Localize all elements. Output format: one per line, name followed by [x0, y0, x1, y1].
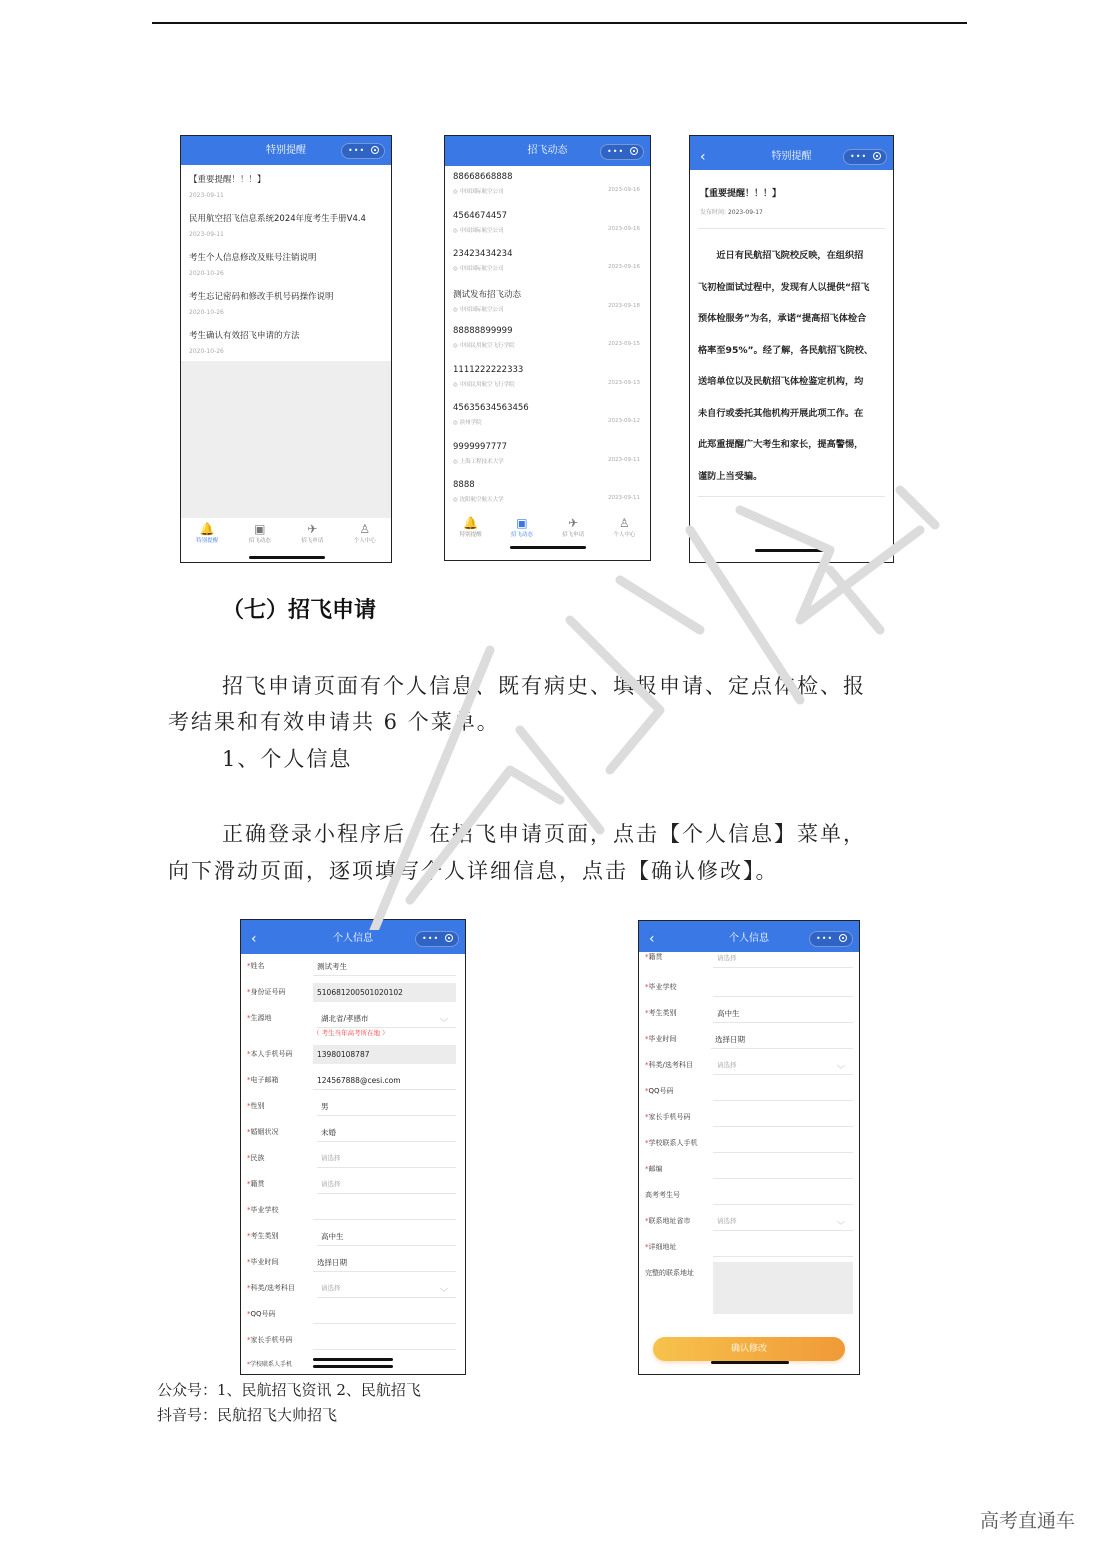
back-icon[interactable]: ‹ [251, 931, 257, 947]
field-label: *毕业时间 [645, 1035, 677, 1043]
marital-field[interactable]: 未婚 [317, 1123, 456, 1142]
tab-label: 特别提醒 [459, 532, 482, 538]
header-title: 特别提醒 [266, 145, 306, 156]
field-label: *详细地址 [645, 1243, 677, 1251]
news-item[interactable] [445, 205, 650, 244]
news-title: 4564674457 [453, 210, 508, 221]
article-title: 【重要提醒！！！】 [700, 189, 782, 199]
notice-item[interactable] [181, 245, 391, 284]
form-row [639, 975, 859, 1001]
news-date: 2023-09-11 [608, 456, 640, 463]
notice-title: 考生忘记密码和修改手机号码操作说明 [189, 292, 334, 302]
news-source: ◎ 滨州学院 [453, 420, 482, 426]
field-label: *婚姻状况 [247, 1128, 279, 1136]
full-address-textarea[interactable] [713, 1262, 853, 1314]
source-name: 中国民用航空飞行学院 [459, 381, 515, 388]
province-city-select[interactable]: 请选择 ﹀ [713, 1212, 853, 1231]
news-date: 2023-09-16 [608, 225, 640, 232]
source-name: 中国国际航空公司 [459, 306, 504, 313]
miniprogram-capsule[interactable] [600, 144, 644, 160]
home-indicator [313, 1365, 393, 1368]
tab-apply[interactable] [286, 518, 339, 556]
news-date: 2023-09-12 [608, 418, 640, 424]
form-row [639, 949, 859, 975]
app-header [639, 921, 859, 952]
field-label: *QQ号码 [247, 1310, 276, 1318]
qq-field[interactable] [713, 1082, 853, 1101]
field-label: *性别 [247, 1102, 265, 1110]
source-name: 中国民用航空飞行学院 [459, 343, 515, 349]
form-row [639, 1157, 859, 1183]
news-title: 9999997777 [453, 441, 508, 452]
field-label: *考生类别 [645, 1009, 677, 1017]
subject-select[interactable]: 请选择 ﹀ [317, 1279, 456, 1298]
form-row [241, 1328, 465, 1354]
news-source: ◎ 上海工程技术大学 [453, 458, 504, 465]
phone-screenshot-personal-info-bottom [638, 920, 860, 1375]
more-icon[interactable]: ••• [422, 934, 440, 943]
field-label: *学校联系人手机 [645, 1139, 698, 1147]
back-icon[interactable]: ‹ [649, 931, 655, 947]
paragraph-line: 正确登录小程序后，在招飞申请页面，点击【个人信息】菜单， [222, 822, 866, 846]
notice-item[interactable] [181, 284, 391, 323]
body-line: 谨防上当受骗。 [698, 470, 763, 482]
close-record-icon[interactable] [839, 934, 847, 942]
source-name: 中国国际航空公司 [459, 227, 504, 234]
form-row [241, 1042, 465, 1068]
notice-date: 2020-10-26 [189, 348, 224, 355]
body-line: 格率至95%”。经了解，各民航招飞院校、 [698, 344, 874, 356]
news-source: ◎ 中国国际航空公司 [453, 189, 504, 195]
form-row [639, 1079, 859, 1105]
form-row [639, 1027, 859, 1053]
section-heading: （七）招飞申请 [222, 597, 377, 623]
meta-date: 2023-09-17 [727, 209, 763, 216]
form-row [241, 1276, 465, 1302]
more-icon[interactable]: ••• [816, 934, 834, 943]
header-title: 个人信息 [333, 933, 373, 944]
form-row [241, 1120, 465, 1146]
news-source: ◎ 中国民用航空飞行学院 [453, 343, 515, 349]
paragraph-line: 1、个人信息 [222, 747, 353, 771]
form-row [241, 1302, 465, 1328]
phone-field: 13980108787 [313, 1045, 456, 1064]
form-row [639, 1053, 859, 1079]
field-label: *QQ号码 [645, 1087, 674, 1095]
field-label: *籍贯 [247, 1180, 265, 1188]
field-label: 高考考生号 [645, 1191, 680, 1199]
tab-news[interactable] [496, 512, 547, 550]
form-row [241, 1172, 465, 1198]
field-label: *本人手机号码 [247, 1050, 293, 1058]
miniprogram-capsule[interactable] [843, 149, 887, 165]
news-title: 1111222222333 [453, 364, 524, 375]
postcode-field[interactable] [713, 1160, 853, 1179]
notice-title: 考生确认有效招飞申请的方法 [189, 331, 300, 341]
form-row [241, 1068, 465, 1094]
confirm-button[interactable]: 确认修改 [653, 1337, 845, 1361]
news-source: ◎ 中国国际航空公司 [453, 306, 504, 313]
form-row [639, 1183, 859, 1209]
notice-title: 考生个人信息修改及账号注销说明 [189, 253, 317, 263]
chevron-down-icon: ﹀ [837, 1221, 845, 1230]
home-indicator [313, 1358, 393, 1361]
phone-screenshot-notices [180, 135, 392, 563]
news-item[interactable] [445, 359, 650, 398]
school-field[interactable] [713, 978, 853, 997]
news-title: 88888899999 [453, 326, 513, 336]
chevron-down-icon: ﹀ [837, 1065, 845, 1074]
form-row [639, 1001, 859, 1027]
news-source: ◎ 中国民用航空飞行学院 [453, 381, 515, 388]
paragraph-line: 向下滑动页面，逐项填写个人详细信息，点击【确认修改】。 [168, 859, 779, 883]
paragraph-line: 招飞申请页面有个人信息、既有病史、填报申请、定点体检、报 [222, 674, 866, 698]
news-date: 2023-09-11 [608, 495, 640, 501]
notice-date: 2020-10-26 [189, 270, 224, 277]
more-icon[interactable]: ••• [850, 152, 868, 161]
tab-news[interactable] [234, 518, 287, 556]
news-date: 2023-09-16 [608, 187, 640, 193]
user-icon: ♙ [359, 522, 371, 536]
field-label: *联系地址省市 [645, 1217, 691, 1225]
news-date: 2023-09-15 [608, 341, 640, 347]
native-place-select[interactable]: 请选择 [317, 1175, 456, 1194]
bell-icon: 🔔 [463, 516, 479, 530]
field-label: *邮编 [645, 1165, 663, 1173]
app-header [241, 920, 465, 954]
meta-label: 发布时间: [700, 209, 727, 216]
notice-item[interactable] [181, 323, 391, 362]
source-name: 中国国际航空公司 [459, 189, 504, 195]
tab-bar [445, 512, 650, 550]
tab-label: 招飞动态 [510, 532, 533, 538]
body-line: 近日有民航招飞院校反映，在组织招 [698, 250, 864, 261]
form-row [241, 1146, 465, 1172]
news-date: 2023-09-16 [608, 264, 640, 270]
article-body [698, 240, 885, 492]
close-record-icon[interactable] [371, 146, 379, 154]
notice-item[interactable] [181, 206, 391, 245]
field-label: *毕业学校 [645, 983, 677, 991]
news-item[interactable] [445, 474, 650, 513]
notice-date: 2023-09-11 [189, 192, 224, 199]
source-name: 滨州学院 [459, 420, 482, 426]
field-label: *身份证号码 [247, 988, 286, 996]
chevron-down-icon: ﹀ [440, 1288, 448, 1297]
graduation-date-field[interactable]: 选择日期 [313, 1253, 456, 1272]
form-row [241, 1198, 465, 1224]
header-title: 个人信息 [729, 933, 769, 944]
field-label: 完整的联系地址 [645, 1269, 694, 1277]
news-item[interactable] [445, 166, 650, 205]
plane-icon: ✈ [568, 516, 579, 530]
body-line: 送培单位以及民航招飞体检鉴定机构，均 [698, 376, 864, 387]
news-item[interactable] [445, 320, 650, 359]
briefcase-icon: ▣ [516, 516, 528, 530]
field-label: *姓名 [247, 962, 265, 970]
field-label: *生源地 [247, 1014, 272, 1022]
chevron-down-icon: ﹀ [440, 1018, 448, 1027]
plane-icon: ✈ [307, 522, 318, 536]
news-title: 8888 [453, 480, 475, 490]
field-label: *家长手机号码 [645, 1113, 691, 1121]
form-row [241, 1094, 465, 1120]
graduation-date-field[interactable]: 选择日期 [711, 1030, 853, 1049]
news-item[interactable] [445, 397, 650, 436]
news-title: 测试发布招飞动态 [453, 289, 522, 300]
body-line: 此郑重提醒广大考生和家长，提高警惕， [698, 439, 864, 450]
back-icon[interactable]: ‹ [700, 149, 706, 165]
notice-date: 2020-10-26 [189, 309, 224, 316]
phone-screenshot-news [444, 135, 651, 561]
native-place-select[interactable]: 请选择 [713, 949, 853, 968]
news-item[interactable] [445, 243, 650, 282]
article-head [690, 176, 893, 216]
divider [698, 228, 885, 229]
bell-icon: 🔔 [199, 522, 215, 536]
category-field[interactable]: 高中生 [713, 1004, 853, 1023]
news-date: 2023-09-18 [608, 302, 640, 309]
school-field[interactable] [313, 1201, 456, 1220]
home-indicator [249, 556, 325, 559]
news-item[interactable] [445, 436, 650, 475]
close-record-icon[interactable] [630, 147, 638, 155]
news-source: ◎ 中国国际航空公司 [453, 227, 504, 234]
gender-field[interactable]: 男 [317, 1097, 456, 1116]
origin-note: （ 考生当年高考所在地 ） [313, 1029, 389, 1037]
header-title: 特别提醒 [771, 151, 812, 162]
divider [698, 496, 885, 497]
app-header [181, 136, 391, 165]
source-name: 中国国际航空公司 [459, 266, 504, 272]
miniprogram-capsule[interactable] [415, 931, 459, 947]
phone-screenshot-personal-info-top [240, 919, 466, 1375]
news-date: 2023-09-13 [608, 379, 640, 386]
wechat-account-note: 公众号：1、民航招飞资讯 2、民航招飞 [157, 1381, 421, 1399]
name-field[interactable]: 测试考生 [313, 957, 456, 976]
news-source: ◎ 中国国际航空公司 [453, 266, 504, 272]
notice-title: 【重要提醒！！！】 [189, 175, 266, 185]
parent-phone-field[interactable] [313, 1331, 456, 1350]
body-line: 预体检服务”为名，承诺“提高招飞体检合 [698, 313, 867, 324]
phone-screenshot-notice-detail [689, 135, 894, 563]
tab-label: 招飞动态 [248, 538, 271, 544]
top-rule [152, 22, 967, 24]
tab-label: 个人中心 [613, 532, 636, 538]
field-label: *电子邮箱 [247, 1076, 279, 1084]
tab-notices[interactable] [445, 512, 496, 550]
tab-label: 个人中心 [353, 538, 376, 544]
origin-select[interactable]: 湖北省/孝感市 ﹀ [317, 1009, 456, 1028]
field-label: *毕业学校 [247, 1206, 279, 1214]
tab-label: 特别提醒 [196, 538, 219, 544]
douyin-account-note: 抖音号：民航招飞大帅招飞 [157, 1406, 338, 1424]
field-label: *毕业时间 [247, 1258, 279, 1266]
email-field[interactable]: 124567888@cesi.com [313, 1071, 456, 1090]
notice-date: 2023-09-11 [189, 231, 224, 238]
news-source: ◎ 沈阳航空航天大学 [453, 497, 504, 503]
body-line: 未自行或委托其他机构开展此项工作。在 [698, 407, 864, 419]
news-title: 88668668888 [453, 172, 513, 182]
field-label: *家长手机号码 [247, 1336, 293, 1344]
article-meta [700, 207, 883, 216]
form-row [639, 1105, 859, 1131]
paragraph-line: 考结果和有效申请共 6 个菜单。 [168, 710, 500, 734]
notice-list [181, 167, 391, 362]
category-field[interactable]: 高中生 [317, 1227, 456, 1246]
home-indicator [755, 549, 829, 552]
user-icon: ♙ [618, 516, 630, 530]
tab-label: 招飞申请 [301, 538, 324, 544]
miniprogram-capsule[interactable] [809, 931, 853, 947]
news-list [445, 166, 650, 513]
briefcase-icon: ▣ [254, 522, 266, 536]
ethnicity-select[interactable]: 请选择 [317, 1149, 456, 1168]
notice-title: 民用航空招飞信息系统2024年度考生手册V4.4 [189, 214, 366, 224]
corner-label: 高考直通车 [979, 1510, 1075, 1532]
news-title: 45635634563456 [453, 403, 529, 413]
parent-phone-field[interactable] [713, 1108, 853, 1127]
field-label: *科类/选考科目 [645, 1061, 693, 1069]
form-row [241, 1250, 465, 1276]
news-item[interactable] [445, 282, 650, 321]
tab-profile[interactable] [339, 518, 392, 556]
address-field[interactable] [713, 1238, 853, 1257]
field-label: *考生类别 [247, 1232, 279, 1240]
form-row [241, 980, 465, 1006]
exam-number-field[interactable] [713, 1186, 853, 1205]
qq-field[interactable] [313, 1305, 456, 1324]
miniprogram-capsule[interactable] [341, 143, 385, 159]
subject-select[interactable]: 请选择 ﹀ [713, 1056, 853, 1075]
form-row [639, 1209, 859, 1235]
id-number-field: 510681200501020102 [313, 983, 456, 1002]
form-row [639, 1131, 859, 1157]
field-label: *科类/选考科目 [247, 1284, 295, 1292]
home-indicator [711, 1361, 789, 1364]
home-indicator [510, 546, 586, 549]
form-row [639, 1235, 859, 1261]
body-line: 飞初检面试过程中，发现有人以提供“招飞 [698, 281, 870, 293]
tab-notices[interactable] [181, 518, 234, 556]
source-name: 上海工程技术大学 [459, 458, 504, 465]
field-label: *学校联系人手机 [247, 1361, 293, 1368]
notice-item[interactable] [181, 167, 391, 206]
more-icon[interactable]: ••• [348, 146, 366, 155]
tab-bar [181, 518, 391, 556]
school-contact-field[interactable] [713, 1134, 853, 1153]
tab-profile[interactable] [599, 512, 650, 550]
news-title: 23423434234 [453, 249, 513, 259]
app-header [445, 136, 650, 166]
header-title: 招飞动态 [527, 145, 568, 156]
more-icon[interactable]: ••• [607, 147, 625, 156]
source-name: 沈阳航空航天大学 [459, 497, 504, 503]
field-label: *籍贯 [645, 953, 663, 961]
close-record-icon[interactable] [873, 152, 881, 160]
empty-area [181, 361, 391, 519]
app-header [690, 136, 893, 170]
close-record-icon[interactable] [445, 934, 453, 942]
field-label: *民族 [247, 1154, 265, 1162]
tab-label: 招飞申请 [562, 532, 585, 538]
form-row [241, 1224, 465, 1250]
form-row [241, 1352, 465, 1375]
tab-apply[interactable] [548, 512, 599, 550]
form-row [241, 954, 465, 980]
